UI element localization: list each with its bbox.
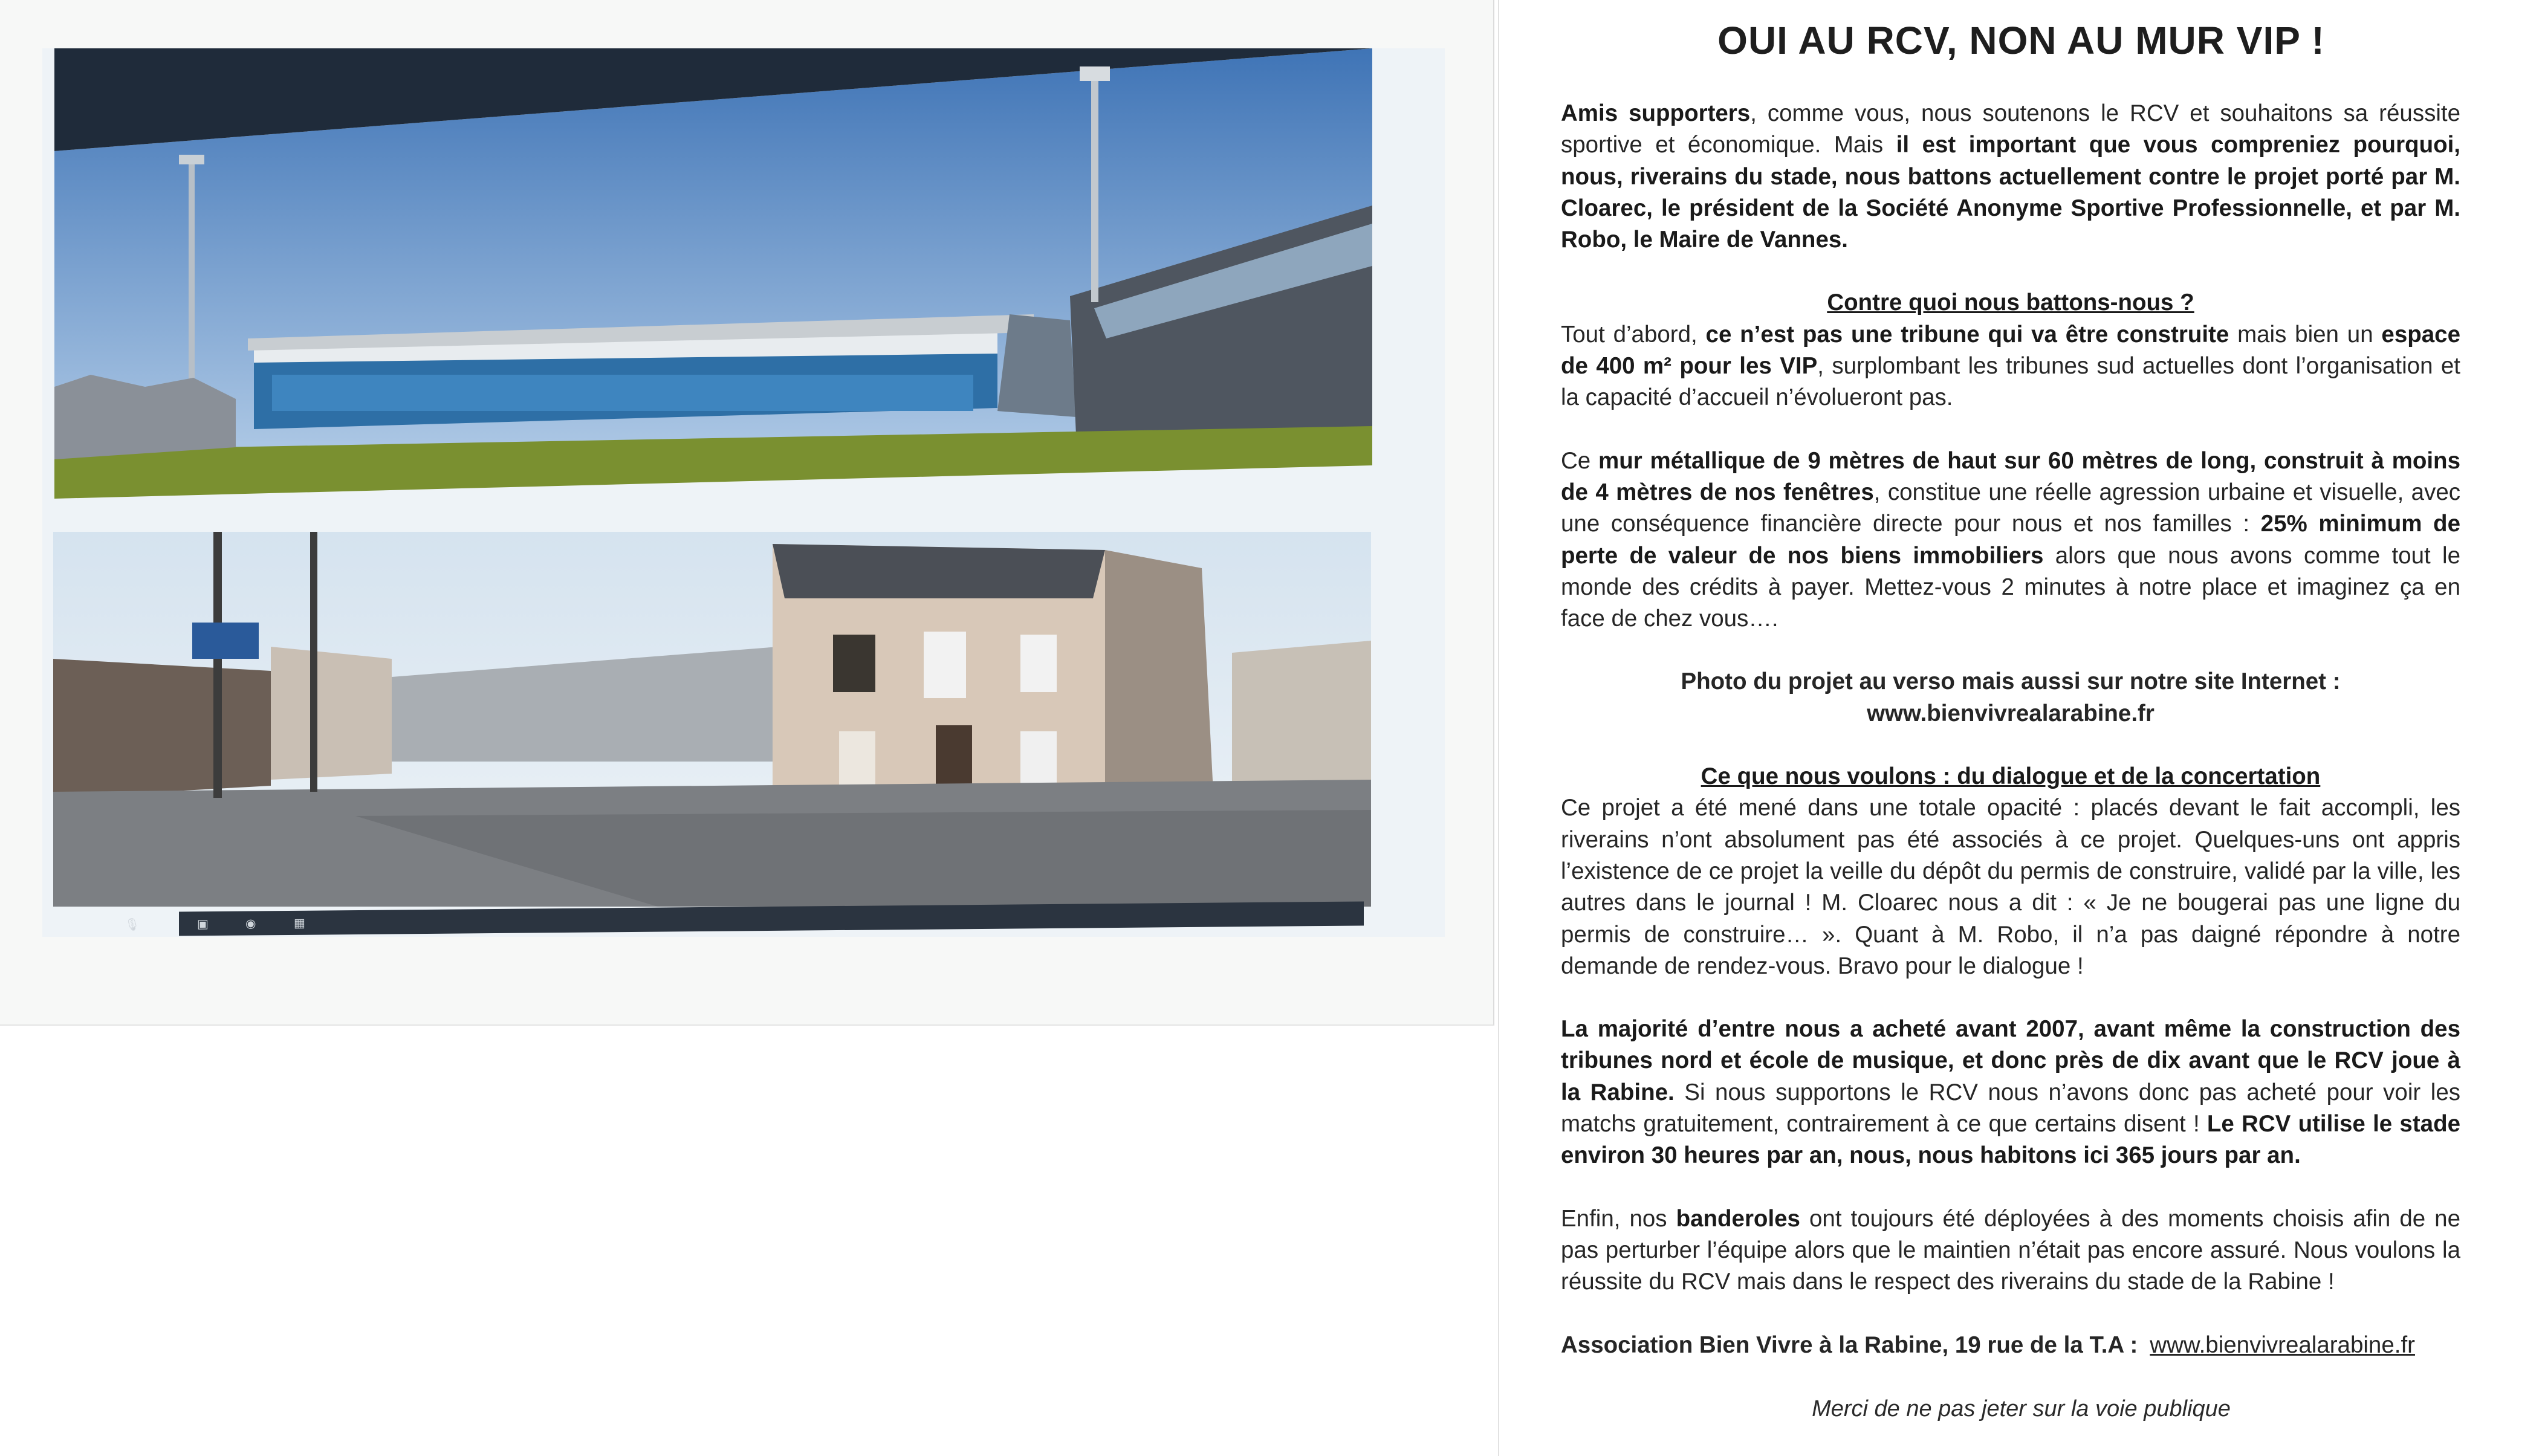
section-heading-against: Contre quoi nous battons-nous ? — [1827, 290, 2194, 316]
mic-icon: 🎙 — [125, 917, 140, 932]
association-name: Association Bien Vivre à la Rabine, 19 rue de la T.A : — [1561, 1331, 2138, 1358]
section-against: Contre quoi nous battons-nous ? Tout d’abord, ce n’est pas une tribune qui va être construite mais bien un espace de 400 m² pour les VIP, surplombant les tribunes sud actuelles dont l’organisation et la capacité d’accueil n’évolueront pas. — [1561, 287, 2460, 413]
street-photo — [53, 532, 1371, 907]
app-icon: ▦ — [294, 915, 305, 930]
browser-icon: ◉ — [245, 916, 256, 931]
stadium-photo — [54, 48, 1372, 499]
purchase-paragraph: La majorité d’entre nous a acheté avant 2007, avant même la construction des tribunes nord et école de musique, et donc près de dix avant que le RCV joue à la Rabine. Si nous supportons le RCV nous n’avons donc pas acheté pour voir les matchs gratuitement, contrairement à ce que certains disent ! Le RCV utilise le stade environ 30 heures par an, nous, nous habitons ici 365 jours par an. — [1561, 1016, 2460, 1169]
photo-notice: Photo du projet au verso mais aussi sur notre site Internet : www.bienvivrealarabine.fr — [1681, 668, 2341, 726]
footer-note: Merci de ne pas jeter sur la voie publique — [1812, 1396, 2231, 1422]
section-heading-dialogue: Ce que nous voulons : du dialogue et de la concertation — [1701, 763, 2321, 790]
wall-paragraph: Ce mur métallique de 9 mètres de haut sur 60 mètres de long, construit à moins de 4 mètres de nos fenêtres, constitue une réelle agression urbaine et visuelle, avec une conséquence financière directe pour nous et nos familles : 25% minimum de perte de valeur de nos biens immobiliers alors que nous avons comme tout le monde des crédits à payer. Mettez-vous 2 minutes à notre place et imaginez ça en face de chez vous…. — [1561, 447, 2461, 632]
intro-paragraph: Amis supporters, comme vous, nous soutenons le RCV et souhaitons sa réussite sportive et économique. Mais il est important que vous compreniez pourquoi, nous, riverains du stade, nous battons actuellement contre le projet porté par M. Cloarec, le président de la Société Anonyme Sportive Professionnelle, et par M. Robo, le Maire de Vannes. — [1561, 100, 2461, 253]
banners-paragraph: Enfin, nos banderoles ont toujours été déployées à des moments choisis afin de ne pas perturber l’équipe alors que le maintien n’était pas encore assuré. Nous voulons la réussite du RCV mais dans le respect des riverains du stade de la Rabine ! — [1561, 1205, 2460, 1295]
photo-print — [42, 48, 1445, 937]
site-link[interactable]: www.bienvivrealarabine.fr — [1867, 700, 2155, 726]
street-photo-illustration — [53, 532, 1371, 907]
stadium-photo-illustration — [54, 48, 1372, 499]
association-website-link[interactable]: www.bienvivrealarabine.fr — [2150, 1331, 2415, 1358]
window-icon: ▣ — [197, 916, 209, 931]
flyer-body — [1561, 98, 2460, 1393]
flyer-sheet — [1498, 0, 2542, 1456]
association-line — [1561, 1330, 2460, 1361]
section-dialogue: Ce que nous voulons : du dialogue et de la concertation Ce projet a été mené dans une totale opacité : placés devant le fait accompli, les riverains n’ont absolument pas été associés à ce projet. Quelques-uns ont appris l’existence de ce projet la veille du dépôt du permis de construire, validé par la ville, les autres dans le journal ! M. Cloarec nous a dit : « Je ne bougerai pas une ligne du permis de construire… ». Quant à M. Robo, il n’a pas daigné répondre à notre demande de rendez-vous. Bravo pour le dialogue ! — [1561, 761, 2460, 982]
flyer-title: OUI AU RCV, NON AU MUR VIP ! — [1717, 19, 2325, 62]
photo-sheet — [0, 0, 1494, 1026]
taskbar-strip — [125, 901, 1364, 936]
